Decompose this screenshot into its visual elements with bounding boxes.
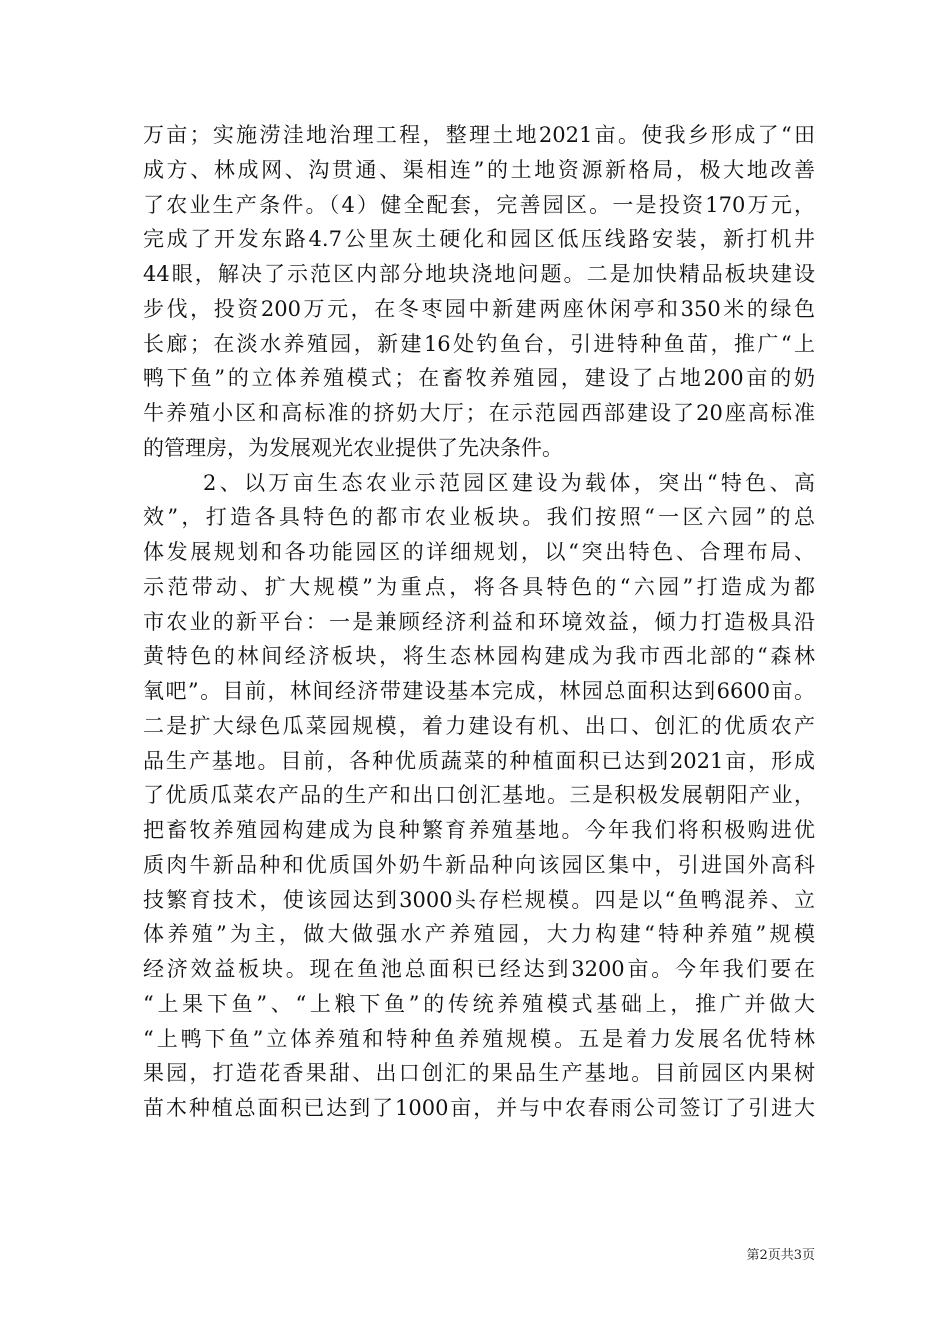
- body-text: [143, 118, 815, 1126]
- text-line: 苗木种植总面积已达到了1000亩，并与中农春雨公司签订了引进大: [143, 1096, 815, 1120]
- text-line: “上鸭下鱼”立体养殖和特种鱼养殖规模。五是着力发展名优特林: [143, 1026, 815, 1051]
- text-line: 效”，打造各具特色的都市农业板块。我们按照“一区六园”的总: [143, 505, 815, 530]
- text-line: 经济效益板块。现在鱼池总面积已经达到3200亩。今年我们要在: [143, 957, 815, 981]
- text-line: 质肉牛新品种和优质国外奶牛新品种向该园区集中，引进国外高科: [143, 852, 815, 877]
- text-line: 完成了开发东路4.7公里灰土硬化和园区低压线路安装，新打机井: [143, 227, 815, 252]
- page-number-footer: 第2页共3页: [746, 1248, 815, 1263]
- text-line: 了优质瓜菜农产品的生产和出口创汇基地。三是积极发展朝阳产业，: [143, 783, 815, 808]
- text-line: 的管理房，为发展观光农业提供了先决条件。: [143, 435, 563, 460]
- text-line: 44眼，解决了示范区内部分地块浇地问题。二是加快精品板块建设: [143, 262, 815, 286]
- text-line: 体发展规划和各功能园区的详细规划，以“突出特色、合理布局、: [143, 540, 815, 564]
- text-line: 示范带动、扩大规模”为重点，将各具特色的“六园”打造成为都: [143, 574, 815, 599]
- text-line: 二是扩大绿色瓜菜园规模，着力建设有机、出口、创汇的优质农产: [143, 713, 815, 738]
- text-line: 品生产基地。目前，各种优质蔬菜的种植面积已达到2021亩，形成: [143, 748, 815, 773]
- text-line: “上果下鱼”、“上粮下鱼”的传统养殖模式基础上，推广并做大: [143, 991, 815, 1016]
- text-line: 黄特色的林间经济板块，将生态林园构建成为我市西北部的“森林: [143, 644, 815, 669]
- text-line: 果园，打造花香果甜、出口创汇的果品生产基地。目前园区内果树: [143, 1061, 815, 1086]
- text-line: 步伐，投资200万元，在冬枣园中新建两座休闲亭和350米的绿色: [143, 296, 815, 321]
- text-line: 市农业的新平台：一是兼顾经济利益和环境效益，倾力打造极具沿: [143, 609, 815, 634]
- text-line: 成方、林成网、沟贯通、渠相连”的土地资源新格局，极大地改善: [143, 157, 815, 182]
- text-line: 了农业生产条件。（4）健全配套，完善园区。一是投资170万元，: [143, 192, 815, 217]
- text-line: 万亩；实施涝洼地治理工程，整理土地2021亩。使我乡形成了“田: [143, 123, 815, 147]
- text-line: 技繁育技术，使该园达到3000头存栏规模。四是以“鱼鸭混养、立: [143, 887, 815, 912]
- text-line: 把畜牧养殖园构建成为良种繁育养殖基地。今年我们将积极购进优: [143, 818, 815, 842]
- text-line: 体养殖”为主，做大做强水产养殖园，大力构建“特种养殖”规模: [143, 922, 815, 947]
- text-line: 鸭下鱼”的立体养殖模式；在畜牧养殖园，建设了占地200亩的奶: [143, 366, 815, 391]
- paragraph-start-line: 2、以万亩生态农业示范园区建设为载体，突出“特色、高: [203, 470, 815, 495]
- text-line: 牛养殖小区和高标准的挤奶大厅；在示范园西部建设了20座高标准: [143, 401, 815, 425]
- text-line: 氧吧”。目前，林间经济带建设基本完成，林园总面积达到6600亩。: [143, 679, 815, 703]
- text-line: 长廊；在淡水养殖园，新建16处钓鱼台，引进特种鱼苗，推广“上: [143, 331, 815, 356]
